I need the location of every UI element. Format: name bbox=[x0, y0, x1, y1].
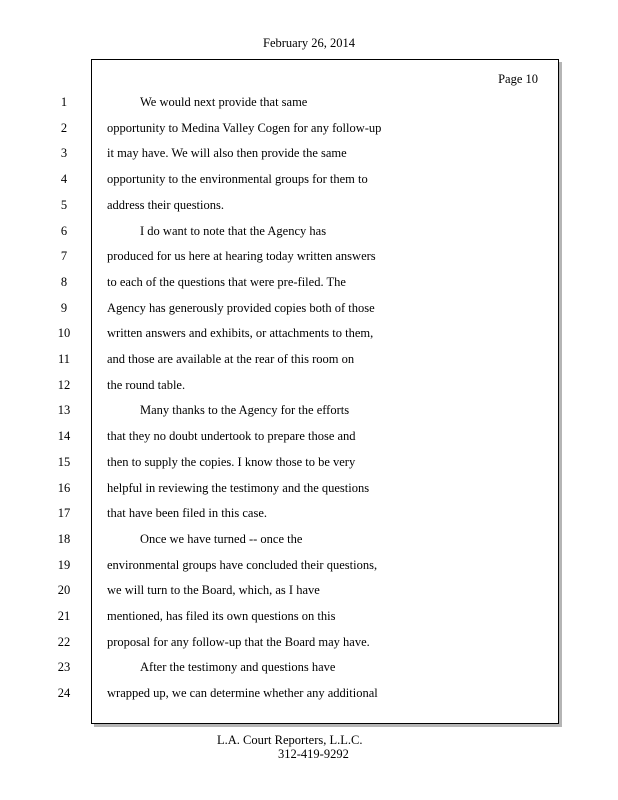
line-text: helpful in reviewing the testimony and the questions bbox=[107, 480, 370, 495]
line-text: Once we have turned -- once the bbox=[140, 531, 303, 546]
footer-company: L.A. Court Reporters, L.L.C. bbox=[217, 733, 363, 747]
line-number: 5 bbox=[60, 197, 68, 212]
line-text: the round table. bbox=[107, 377, 186, 392]
line-number: 1 bbox=[60, 95, 68, 109]
line-number: 21 bbox=[57, 609, 71, 623]
line-text: then to supply the copies. I know those to be very bbox=[107, 454, 356, 469]
line-number: 7 bbox=[60, 249, 68, 264]
header-date: February 26, 2014 bbox=[263, 36, 355, 50]
transcript-line bbox=[0, 92, 618, 112]
transcript-line bbox=[0, 323, 618, 343]
transcript-line bbox=[0, 375, 618, 395]
transcript-line bbox=[0, 632, 618, 652]
line-text: I do want to note that the Agency has bbox=[140, 223, 327, 238]
line-number: 8 bbox=[60, 274, 68, 289]
transcript-line bbox=[0, 195, 618, 215]
line-number: 22 bbox=[57, 634, 71, 649]
line-number: 20 bbox=[57, 583, 71, 598]
transcript-line bbox=[0, 246, 618, 266]
page-number: Page 10 bbox=[498, 72, 538, 86]
line-number: 23 bbox=[57, 660, 71, 675]
line-number: 17 bbox=[57, 506, 71, 521]
line-text: produced for us here at hearing today written answers bbox=[107, 249, 376, 264]
transcript-line bbox=[0, 169, 618, 189]
transcript-line bbox=[0, 529, 618, 549]
transcript-line bbox=[0, 555, 618, 575]
line-text: wrapped up, we can determine whether any additional bbox=[107, 686, 378, 701]
transcript-line bbox=[0, 580, 618, 600]
footer-phone: 312-419-9292 bbox=[278, 747, 349, 761]
transcript-line bbox=[0, 503, 618, 523]
line-number: 19 bbox=[57, 557, 71, 572]
line-number: 12 bbox=[57, 377, 71, 392]
line-text: address their questions. bbox=[107, 197, 224, 212]
line-number: 24 bbox=[57, 686, 71, 701]
line-text: We would next provide that same bbox=[140, 95, 308, 109]
transcript-line bbox=[0, 683, 618, 703]
transcript-line bbox=[0, 452, 618, 472]
line-text: Agency has generously provided copies both of those bbox=[107, 300, 375, 315]
line-number: 13 bbox=[57, 403, 71, 418]
line-number: 6 bbox=[60, 223, 68, 238]
line-text: that have been filed in this case. bbox=[107, 506, 268, 521]
line-text: it may have. We will also then provide the same bbox=[107, 146, 347, 161]
transcript-line bbox=[0, 143, 618, 163]
line-text: to each of the questions that were pre-filed. The bbox=[107, 274, 346, 289]
line-text: Many thanks to the Agency for the efforts bbox=[140, 403, 350, 418]
line-text: proposal for any follow-up that the Board may have. bbox=[107, 634, 370, 649]
transcript-line bbox=[0, 272, 618, 292]
line-number: 2 bbox=[60, 120, 68, 135]
transcript-line bbox=[0, 221, 618, 241]
line-text: written answers and exhibits, or attachments to them, bbox=[107, 326, 374, 341]
line-number: 9 bbox=[60, 300, 68, 315]
line-number: 10 bbox=[57, 326, 71, 341]
line-number: 4 bbox=[60, 172, 68, 187]
line-text: that they no doubt undertook to prepare those and bbox=[107, 429, 356, 444]
transcript-line bbox=[0, 349, 618, 369]
transcript-line bbox=[0, 118, 618, 138]
line-text: environmental groups have concluded their questions, bbox=[107, 557, 378, 572]
transcript-line bbox=[0, 606, 618, 626]
line-text: opportunity to the environmental groups for them to bbox=[107, 172, 368, 187]
transcript-line bbox=[0, 298, 618, 318]
line-number: 3 bbox=[60, 146, 68, 161]
line-number: 14 bbox=[57, 429, 71, 444]
line-number: 11 bbox=[57, 352, 71, 366]
line-text: we will turn to the Board, which, as I have bbox=[107, 583, 320, 598]
line-text: After the testimony and questions have bbox=[140, 660, 336, 675]
transcript-line bbox=[0, 657, 618, 677]
transcript-line bbox=[0, 400, 618, 420]
line-number: 16 bbox=[57, 480, 71, 495]
line-text: opportunity to Medina Valley Cogen for any follow-up bbox=[107, 120, 382, 135]
line-text: mentioned, has filed its own questions on this bbox=[107, 609, 336, 623]
line-text: and those are available at the rear of this room on bbox=[107, 352, 355, 366]
line-number: 15 bbox=[57, 454, 71, 469]
transcript-line bbox=[0, 426, 618, 446]
transcript-line bbox=[0, 478, 618, 498]
line-number: 18 bbox=[57, 531, 71, 546]
